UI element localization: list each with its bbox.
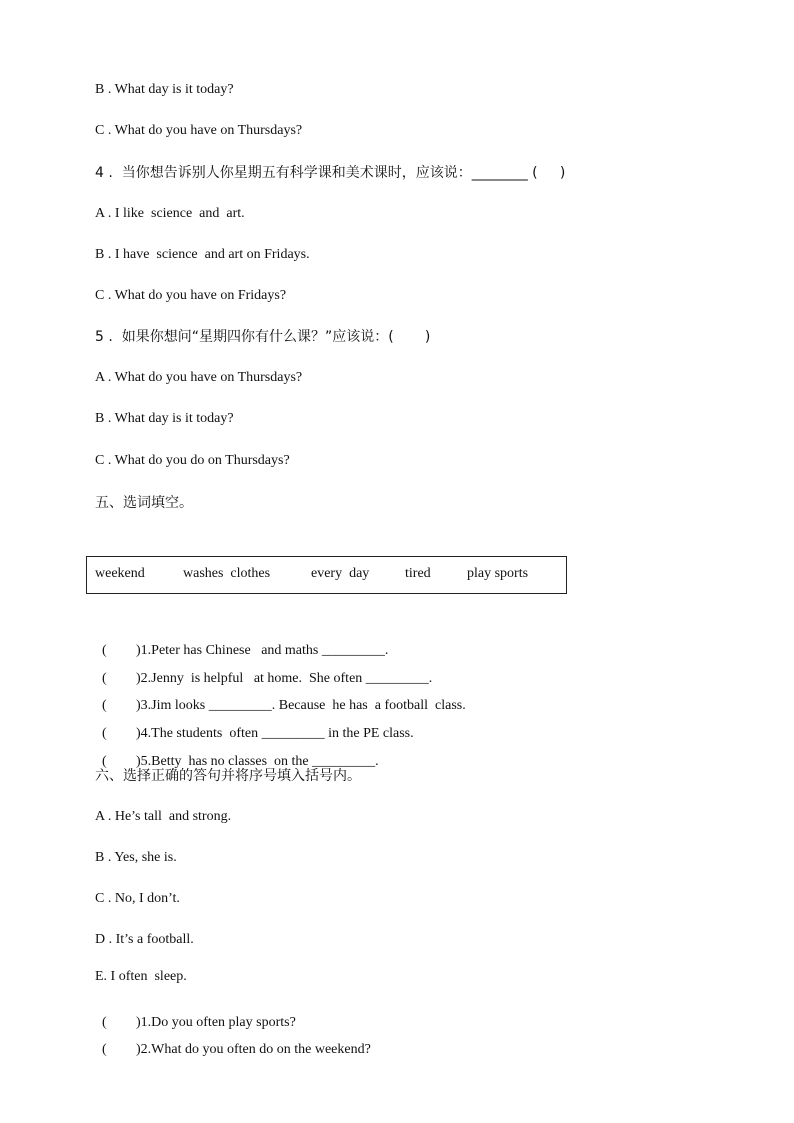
section6-title: 六、选择正确的答句并将序号填入括号内。 (95, 768, 361, 784)
q5-question: 5 . 如果你想问“星期四你有什么课？”应该说：( ) (95, 329, 431, 345)
q4-question: 4 . 当你想告诉别人你星期五有科学课和美术课时，应该说：________ ( ) (95, 165, 566, 181)
word-bank-box (86, 556, 567, 594)
answer-paren[interactable]: ( (102, 754, 107, 769)
section6-option-b: B . Yes, she is. (95, 850, 177, 865)
answer-paren[interactable]: ( (102, 671, 107, 686)
section6-option-c: C . No, I don’t. (95, 891, 180, 906)
section6-option-e: E. I often sleep. (95, 969, 187, 984)
item-text: )4.The students often _________ in the PE class. (136, 726, 414, 741)
item-text: )2.Jenny is helpful at home. She often _________. (136, 671, 433, 686)
item-text: )2.What do you often do on the weekend? (136, 1042, 371, 1057)
q4-option-b: B . I have science and art on Fridays. (95, 247, 310, 262)
section5-item (95, 735, 379, 771)
q4-option-a: A . I like science and art. (95, 206, 245, 221)
word-bank-item: washes clothes (183, 566, 271, 581)
q5-option-c: C . What do you do on Thursdays? (95, 453, 290, 468)
word-bank-item: every day (311, 566, 370, 581)
answer-paren[interactable]: ( (102, 1015, 107, 1030)
answer-paren[interactable]: ( (102, 726, 107, 741)
q5-option-a: A . What do you have on Thursdays? (95, 370, 303, 385)
answer-paren[interactable]: ( (102, 643, 107, 658)
item-text: )3.Jim looks _________. Because he has a football class. (136, 698, 466, 713)
item-text: )1.Peter has Chinese and maths _________. (136, 643, 389, 658)
section6-option-a: A . He’s tall and strong. (95, 809, 232, 824)
q4-option-c: C . What do you have on Fridays? (95, 288, 287, 303)
answer-paren[interactable]: ( (102, 1042, 107, 1057)
q3-option-b: B . What day is it today? (95, 82, 234, 97)
q3-option-c: C . What do you have on Thursdays? (95, 123, 303, 138)
item-text: )1.Do you often play sports? (136, 1015, 296, 1030)
section5-title: 五、选词填空。 (95, 495, 193, 511)
section6-item (95, 1023, 371, 1059)
word-bank-item: play sports (467, 566, 529, 581)
q5-option-b: B . What day is it today? (95, 411, 234, 426)
item-text: )5.Betty has no classes on the _________. (136, 754, 379, 769)
word-bank-item: weekend (95, 566, 145, 581)
answer-paren[interactable]: ( (102, 698, 107, 713)
section6-option-d: D . It’s a football. (95, 932, 194, 947)
word-bank-item: tired (405, 566, 431, 581)
